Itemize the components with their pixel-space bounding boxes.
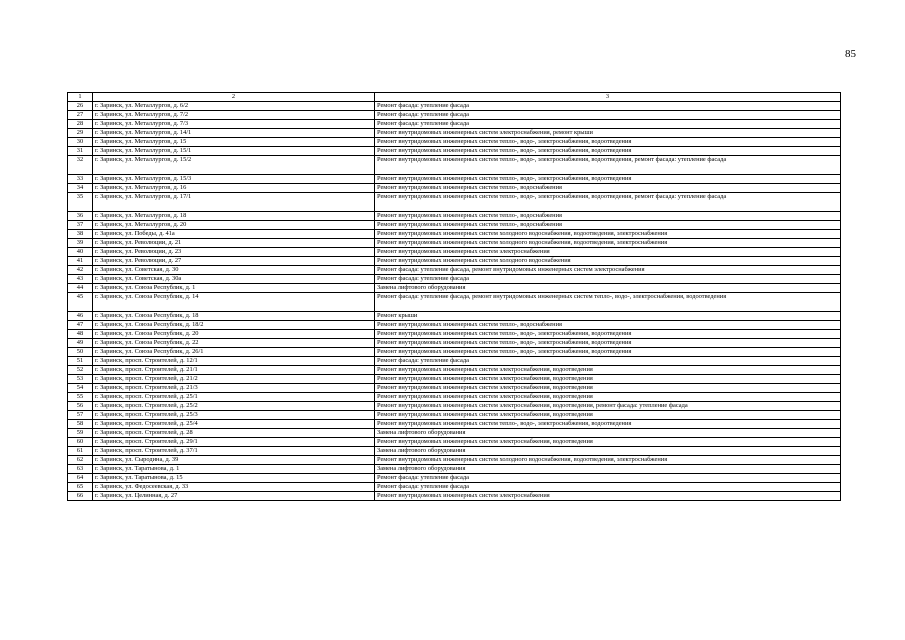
row-number: 53 [68,375,93,384]
row-number: 32 [68,156,93,175]
table-row [68,156,841,175]
row-address: г. Заринск, ул. Союза Республик, д. 20 [93,330,375,339]
row-number: 49 [68,339,93,348]
row-work: Ремонт внутридомовых инженерных систем электроснабжения, ремонт крыши [375,129,841,138]
table-row [68,438,841,447]
row-address: г. Заринск, ул. Союза Республик, д. 26/1 [93,348,375,357]
row-address: г. Заринск, ул. Целинная, д. 27 [93,492,375,501]
row-address: г. Заринск, ул. Революции, д. 27 [93,257,375,266]
row-number: 42 [68,266,93,275]
row-work: Ремонт внутридомовых инженерных систем тепло-, водо-, электроснабжения, водоотведения [375,147,841,156]
row-address: г. Заринск, просп. Строителей, д. 28 [93,429,375,438]
row-number: 59 [68,429,93,438]
table-row [68,384,841,393]
row-number: 34 [68,184,93,193]
row-number: 52 [68,366,93,375]
table-row [68,193,841,212]
row-work: Ремонт внутридомовых инженерных систем тепло-, водо-, электроснабжения, водоотведения [375,175,841,184]
row-address: г. Заринск, ул. Металлургов, д. 15/2 [93,156,375,175]
row-number: 41 [68,257,93,266]
row-address: г. Заринск, ул. Металлургов, д. 7/3 [93,120,375,129]
row-number: 33 [68,175,93,184]
row-number: 26 [68,102,93,111]
row-address: г. Заринск, просп. Строителей, д. 21/2 [93,375,375,384]
row-work: Ремонт внутридомовых инженерных систем тепло-, водо-, электроснабжения, водоотведения [375,330,841,339]
table-row [68,239,841,248]
row-number: 28 [68,120,93,129]
table-row [68,375,841,384]
row-address: г. Заринск, просп. Строителей, д. 29/1 [93,438,375,447]
row-address: г. Заринск, ул. Металлургов, д. 15/1 [93,147,375,156]
row-number: 39 [68,239,93,248]
table-row [68,483,841,492]
row-work: Ремонт внутридомовых инженерных систем электроснабжения, водоотведения [375,366,841,375]
row-address: г. Заринск, ул. Сыродина, д. 39 [93,456,375,465]
row-address: г. Заринск, ул. Металлургов, д. 15/3 [93,175,375,184]
row-number: 38 [68,230,93,239]
row-number: 62 [68,456,93,465]
row-work: Ремонт внутридомовых инженерных систем тепло-, водо-, электроснабжения, водоотведения, ремонт фасада: утепление фасада [375,156,841,175]
table-row [68,420,841,429]
row-work: Ремонт фасада: утепление фасада, ремонт внутридомовых инженерных систем тепло-, водо-, электроснабжения, водоотведения [375,293,841,312]
row-work: Ремонт внутридомовых инженерных систем электроснабжения, водоотведения [375,411,841,420]
table-row [68,456,841,465]
row-address: г. Заринск, просп. Строителей, д. 12/1 [93,357,375,366]
row-number: 47 [68,321,93,330]
row-address: г. Заринск, ул. Таратынова, д. 15 [93,474,375,483]
table-row [68,429,841,438]
table-row [68,393,841,402]
table-row [68,330,841,339]
row-work: Ремонт внутридомовых инженерных систем тепло-, водоснабжения [375,212,841,221]
row-work: Ремонт фасада: утепление фасада [375,483,841,492]
table-row [68,474,841,483]
row-number: 63 [68,465,93,474]
header-cell-address: 2 [93,93,375,102]
row-number: 54 [68,384,93,393]
table-row [68,492,841,501]
row-address: г. Заринск, ул. Победы, д. 41а [93,230,375,239]
row-address: г. Заринск, ул. Металлургов, д. 6/2 [93,102,375,111]
table-row [68,102,841,111]
row-work: Ремонт внутридомовых инженерных систем тепло-, водо-, электроснабжения, водоотведения [375,420,841,429]
row-address: г. Заринск, просп. Строителей, д. 25/2 [93,402,375,411]
row-address: г. Заринск, ул. Федосеевская, д. 33 [93,483,375,492]
row-work: Ремонт внутридомовых инженерных систем электроснабжения [375,492,841,501]
table-row [68,230,841,239]
row-address: г. Заринск, ул. Металлургов, д. 7/2 [93,111,375,120]
row-work: Ремонт внутридомовых инженерных систем тепло-, водо-, электроснабжения, водоотведения [375,339,841,348]
row-work: Ремонт внутридомовых инженерных систем электроснабжения [375,248,841,257]
table-row [68,275,841,284]
row-address: г. Заринск, просп. Строителей, д. 21/3 [93,384,375,393]
row-work: Ремонт фасада: утепление фасада [375,275,841,284]
row-number: 55 [68,393,93,402]
row-address: г. Заринск, ул. Союза Республик, д. 14 [93,293,375,312]
row-number: 37 [68,221,93,230]
row-work: Ремонт внутридомовых инженерных систем тепло-, водоснабжения [375,321,841,330]
row-address: г. Заринск, ул. Революции, д. 21 [93,239,375,248]
table-row [68,402,841,411]
row-number: 36 [68,212,93,221]
row-number: 58 [68,420,93,429]
row-number: 66 [68,492,93,501]
row-number: 64 [68,474,93,483]
table-row [68,212,841,221]
row-number: 27 [68,111,93,120]
row-number: 56 [68,402,93,411]
table-row [68,175,841,184]
table-row [68,120,841,129]
row-number: 51 [68,357,93,366]
table-row [68,411,841,420]
row-address: г. Заринск, ул. Революции, д. 23 [93,248,375,257]
header-cell-work: 3 [375,93,841,102]
row-number: 31 [68,147,93,156]
row-work: Ремонт внутридомовых инженерных систем тепло-, водоснабжения [375,184,841,193]
row-number: 45 [68,293,93,312]
table-row [68,293,841,312]
table-row [68,357,841,366]
table-row [68,465,841,474]
row-work: Замена лифтового оборудования [375,284,841,293]
table-row [68,312,841,321]
row-address: г. Заринск, просп. Строителей, д. 25/4 [93,420,375,429]
row-work: Ремонт внутридомовых инженерных систем электроснабжения, водоотведения, ремонт фасада: утепление фасада [375,402,841,411]
row-address: г. Заринск, ул. Союза Республик, д. 18 [93,312,375,321]
row-work: Ремонт фасада: утепление фасада [375,357,841,366]
row-number: 43 [68,275,93,284]
row-number: 60 [68,438,93,447]
header-cell-number: 1 [68,93,93,102]
row-address: г. Заринск, ул. Таратынова, д. 1 [93,465,375,474]
table-row [68,138,841,147]
row-work: Ремонт фасада: утепление фасада [375,120,841,129]
row-work: Ремонт внутридомовых инженерных систем тепло-, водо-, электроснабжения, водоотведения [375,348,841,357]
table-row [68,447,841,456]
row-address: г. Заринск, ул. Металлургов, д. 18 [93,212,375,221]
row-work: Ремонт фасада: утепление фасада, ремонт внутридомовых инженерных систем электроснабжения [375,266,841,275]
row-number: 40 [68,248,93,257]
row-number: 61 [68,447,93,456]
row-address: г. Заринск, просп. Строителей, д. 21/1 [93,366,375,375]
table-row [68,111,841,120]
row-number: 50 [68,348,93,357]
table-row [68,321,841,330]
row-address: г. Заринск, просп. Строителей, д. 25/1 [93,393,375,402]
row-address: г. Заринск, просп. Строителей, д. 25/3 [93,411,375,420]
table-row [68,184,841,193]
row-address: г. Заринск, ул. Союза Республик, д. 1 [93,284,375,293]
row-address: г. Заринск, ул. Советская, д. 30а [93,275,375,284]
row-work: Ремонт внутридомовых инженерных систем холодного водоснабжения [375,257,841,266]
row-address: г. Заринск, ул. Союза Республик, д. 18/2 [93,321,375,330]
table-row [68,129,841,138]
row-number: 57 [68,411,93,420]
table-row [68,366,841,375]
row-address: г. Заринск, ул. Металлургов, д. 20 [93,221,375,230]
row-work: Ремонт внутридомовых инженерных систем электроснабжения, водоотведения [375,393,841,402]
row-work: Ремонт крыши [375,312,841,321]
table-row [68,284,841,293]
row-number: 29 [68,129,93,138]
registry-table [67,92,841,501]
row-work: Замена лифтового оборудования [375,465,841,474]
row-work: Ремонт фасада: утепление фасада [375,474,841,483]
row-work: Ремонт внутридомовых инженерных систем тепло-, водо-, электроснабжения, водоотведения, ремонт фасада: утепление фасада [375,193,841,212]
row-address: г. Заринск, ул. Советская, д. 30 [93,266,375,275]
row-work: Замена лифтового оборудования [375,429,841,438]
table-row [68,257,841,266]
row-work: Ремонт внутридомовых инженерных систем холодного водоснабжения, водоотведения, электроснабжения [375,456,841,465]
row-work: Ремонт внутридомовых инженерных систем электроснабжения, водоотведения [375,375,841,384]
row-work: Ремонт внутридомовых инженерных систем электроснабжения, водоотведения [375,384,841,393]
row-work: Ремонт фасада: утепление фасада [375,102,841,111]
table-row [68,266,841,275]
row-number: 48 [68,330,93,339]
table-row [68,339,841,348]
row-work: Замена лифтового оборудования [375,447,841,456]
row-address: г. Заринск, ул. Металлургов, д. 15 [93,138,375,147]
row-number: 35 [68,193,93,212]
table-row [68,147,841,156]
row-work: Ремонт внутридомовых инженерных систем электроснабжения, водоотведения [375,438,841,447]
row-number: 65 [68,483,93,492]
row-work: Ремонт внутридомовых инженерных систем холодного водоснабжения, водоотведения, электроснабжения [375,239,841,248]
row-work: Ремонт фасада: утепление фасада [375,111,841,120]
row-work: Ремонт внутридомовых инженерных систем тепло-, водоснабжения [375,221,841,230]
row-number: 30 [68,138,93,147]
row-address: г. Заринск, ул. Металлургов, д. 14/1 [93,129,375,138]
row-number: 46 [68,312,93,321]
table-row [68,221,841,230]
page-number: 85 [845,48,856,60]
row-address: г. Заринск, ул. Металлургов, д. 17/1 [93,193,375,212]
row-work: Ремонт внутридомовых инженерных систем тепло-, водо-, электроснабжения, водоотведения [375,138,841,147]
row-work: Ремонт внутридомовых инженерных систем холодного водоснабжения, водоотведения, электроснабжения [375,230,841,239]
header-row [68,93,841,102]
row-number: 44 [68,284,93,293]
table-row [68,248,841,257]
row-address: г. Заринск, ул. Металлургов, д. 16 [93,184,375,193]
row-address: г. Заринск, ул. Союза Республик, д. 22 [93,339,375,348]
row-address: г. Заринск, просп. Строителей, д. 37/1 [93,447,375,456]
table-row [68,348,841,357]
